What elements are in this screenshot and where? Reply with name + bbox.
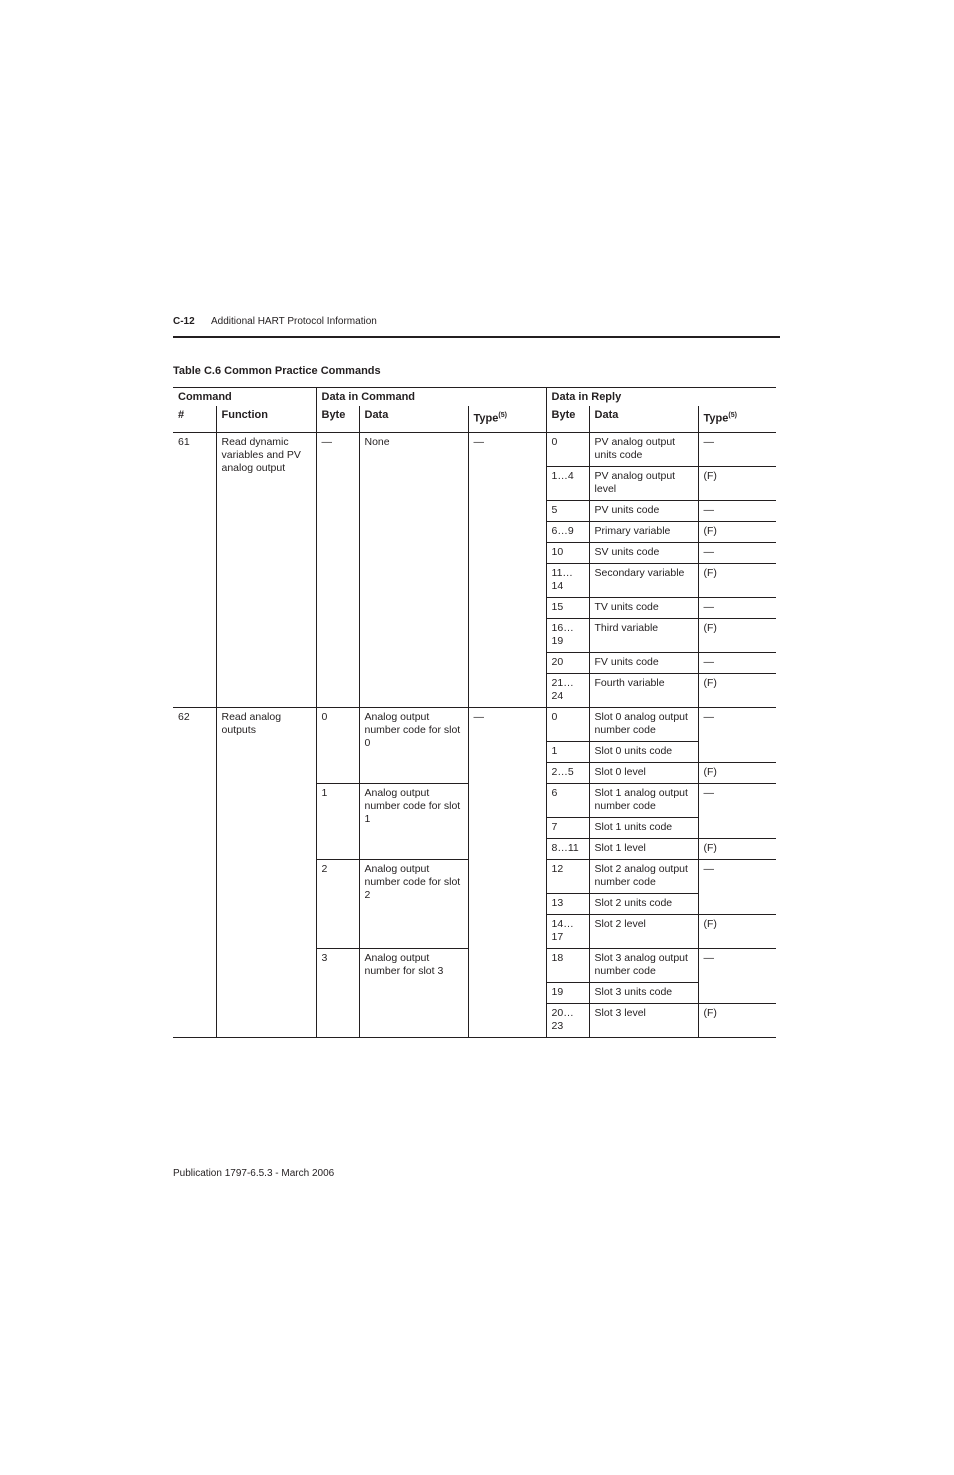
table-row <box>173 707 776 741</box>
type-footnote-ref: (5) <box>728 412 737 419</box>
command-number: 61 <box>173 432 216 707</box>
reply-data: Slot 2 units code <box>589 893 698 914</box>
reply-byte: 21…24 <box>546 673 589 707</box>
col-num-header: # <box>173 406 216 432</box>
reply-data: Slot 2 level <box>589 914 698 948</box>
group-command-header: Command <box>173 388 316 407</box>
reply-data: Slot 0 units code <box>589 741 698 762</box>
group-data-in-reply-header: Data in Reply <box>546 388 776 407</box>
reply-byte: 20 <box>546 652 589 673</box>
reply-data: Slot 1 level <box>589 838 698 859</box>
command-byte: 0 <box>316 707 359 783</box>
reply-byte: 10 <box>546 542 589 563</box>
column-header-row <box>173 406 776 432</box>
reply-byte: 13 <box>546 893 589 914</box>
col-reply-data-header: Data <box>589 406 698 432</box>
command-data: Analog output number for slot 3 <box>359 948 468 1037</box>
reply-type: (F) <box>698 618 776 652</box>
reply-data: TV units code <box>589 597 698 618</box>
command-data: Analog output number code for slot 2 <box>359 859 468 948</box>
reply-byte: 20…23 <box>546 1003 589 1037</box>
col-reply-type-header <box>698 406 776 432</box>
command-byte: — <box>316 432 359 707</box>
reply-type: — <box>698 707 776 762</box>
reply-data: PV units code <box>589 500 698 521</box>
reply-data: Slot 2 analog output number code <box>589 859 698 893</box>
reply-byte: 11…14 <box>546 563 589 597</box>
reply-byte: 16…19 <box>546 618 589 652</box>
command-byte: 1 <box>316 783 359 859</box>
table-row <box>173 432 776 466</box>
reply-byte: 14…17 <box>546 914 589 948</box>
reply-data: Slot 3 units code <box>589 982 698 1003</box>
reply-type: — <box>698 432 776 466</box>
col-cmd-type-header <box>468 406 546 432</box>
type-label: Type <box>473 412 499 425</box>
command-type: — <box>468 707 546 1037</box>
reply-byte: 19 <box>546 982 589 1003</box>
reply-data: Secondary variable <box>589 563 698 597</box>
command-type: — <box>468 432 546 707</box>
reply-data: Slot 0 level <box>589 762 698 783</box>
reply-byte: 1…4 <box>546 466 589 500</box>
reply-byte: 12 <box>546 859 589 893</box>
reply-type: (F) <box>698 521 776 542</box>
col-cmd-byte-header: Byte <box>316 406 359 432</box>
reply-byte: 5 <box>546 500 589 521</box>
reply-data: Slot 1 analog output number code <box>589 783 698 817</box>
reply-type: (F) <box>698 762 776 783</box>
reply-byte: 2…5 <box>546 762 589 783</box>
reply-type: — <box>698 783 776 838</box>
command-data: Analog output number code for slot 1 <box>359 783 468 859</box>
reply-data: SV units code <box>589 542 698 563</box>
reply-type: (F) <box>698 1003 776 1037</box>
reply-byte: 7 <box>546 817 589 838</box>
reply-byte: 0 <box>546 707 589 741</box>
command-data: Analog output number code for slot 0 <box>359 707 468 783</box>
reply-byte: 0 <box>546 432 589 466</box>
reply-data: Fourth variable <box>589 673 698 707</box>
command-number: 62 <box>173 707 216 1037</box>
reply-type: — <box>698 948 776 1003</box>
reply-data: Slot 0 analog output number code <box>589 707 698 741</box>
publication-footer: Publication 1797-6.5.3 - March 2006 <box>173 1168 335 1179</box>
col-cmd-data-header: Data <box>359 406 468 432</box>
group-data-in-command-header: Data in Command <box>316 388 546 407</box>
reply-type: (F) <box>698 838 776 859</box>
command-function: Read dynamic variables and PV analog output <box>216 432 316 707</box>
reply-type: (F) <box>698 673 776 707</box>
reply-type: — <box>698 542 776 563</box>
type-label: Type <box>703 412 729 425</box>
reply-type: — <box>698 652 776 673</box>
page-number: C-12 <box>173 316 195 327</box>
reply-byte: 18 <box>546 948 589 982</box>
reply-data: Slot 3 level <box>589 1003 698 1037</box>
reply-data: FV units code <box>589 652 698 673</box>
section-title: Additional HART Protocol Information <box>211 316 377 327</box>
reply-type: (F) <box>698 466 776 500</box>
command-byte: 3 <box>316 948 359 1037</box>
col-function-header: Function <box>216 406 316 432</box>
reply-byte: 6 <box>546 783 589 817</box>
reply-type: — <box>698 500 776 521</box>
reply-byte: 8…11 <box>546 838 589 859</box>
group-header-row <box>173 388 776 407</box>
reply-data: PV analog output level <box>589 466 698 500</box>
reply-data: PV analog output units code <box>589 432 698 466</box>
reply-type: — <box>698 859 776 914</box>
reply-byte: 1 <box>546 741 589 762</box>
reply-data: Primary variable <box>589 521 698 542</box>
col-reply-byte-header: Byte <box>546 406 589 432</box>
type-footnote-ref: (5) <box>498 412 507 419</box>
command-data: None <box>359 432 468 707</box>
reply-data: Third variable <box>589 618 698 652</box>
command-function: Read analog outputs <box>216 707 316 1037</box>
command-byte: 2 <box>316 859 359 948</box>
common-practice-commands-table <box>173 387 776 1038</box>
reply-type: (F) <box>698 563 776 597</box>
reply-type: (F) <box>698 914 776 948</box>
reply-data: Slot 3 analog output number code <box>589 948 698 982</box>
page-header <box>173 316 780 338</box>
reply-data: Slot 1 units code <box>589 817 698 838</box>
table-title: Table C.6 Common Practice Commands <box>173 365 381 377</box>
reply-byte: 6…9 <box>546 521 589 542</box>
reply-byte: 15 <box>546 597 589 618</box>
reply-type: — <box>698 597 776 618</box>
